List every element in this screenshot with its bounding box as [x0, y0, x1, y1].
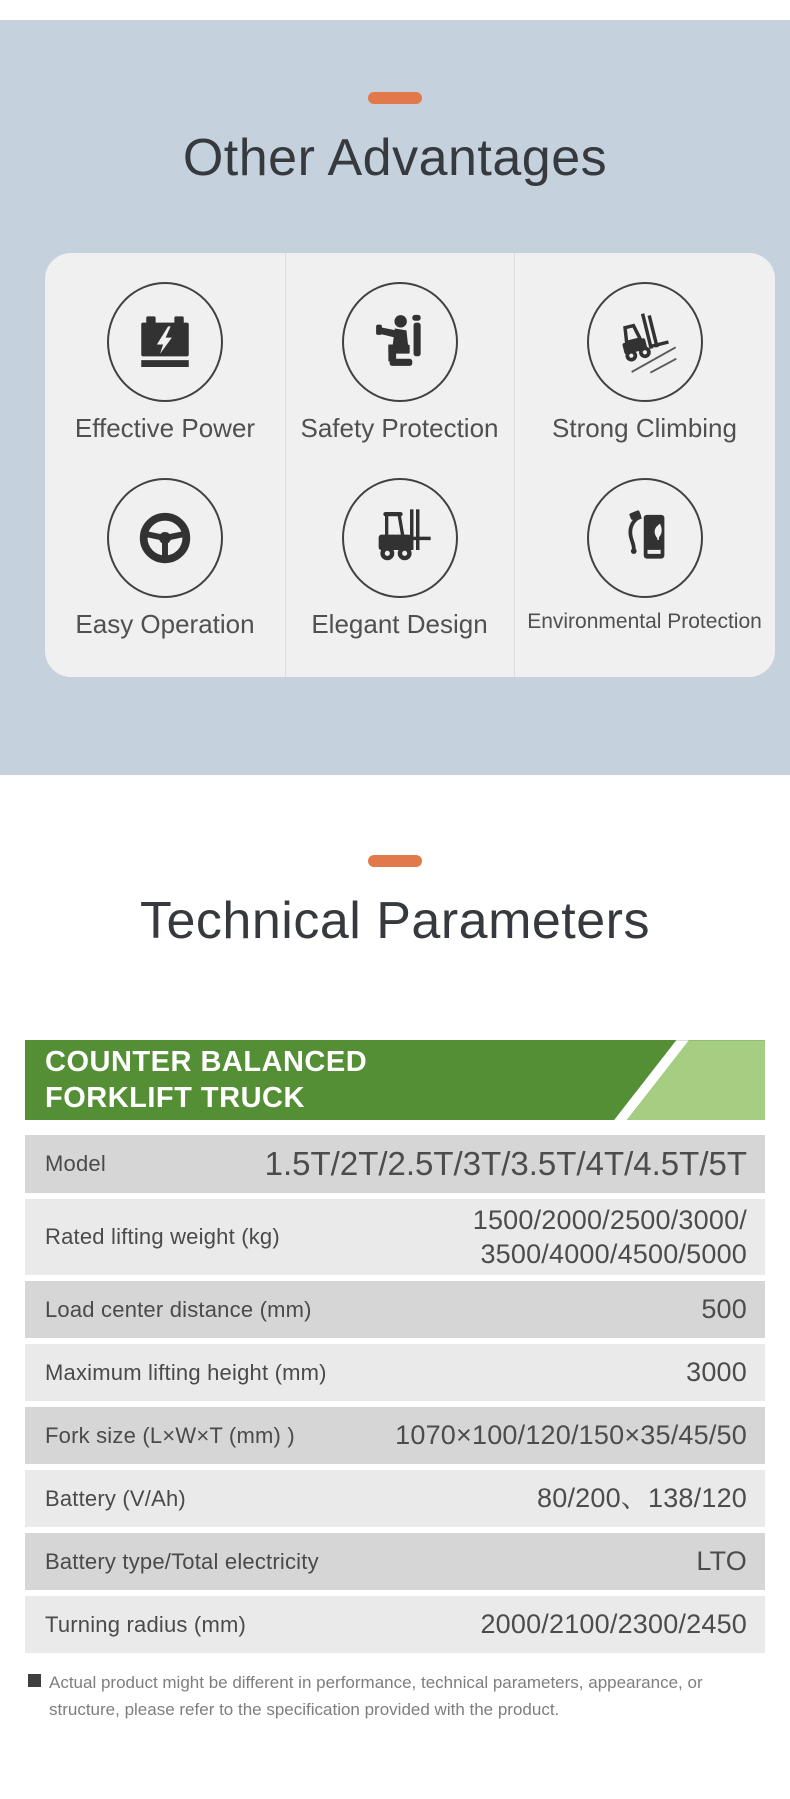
table-row-maximum-lifting-height	[25, 1344, 765, 1401]
top-white-strip	[0, 0, 790, 20]
banner-line-2: FORKLIFT TRUCK	[45, 1082, 305, 1115]
row-label: Load center distance (mm)	[45, 1296, 312, 1322]
other-advantages-section	[0, 20, 790, 775]
advantage-label: Easy Operation	[75, 609, 255, 640]
square-bullet-icon	[28, 1674, 41, 1687]
advantage-label: Effective Power	[74, 413, 256, 444]
row-label: Rated lifting weight (kg)	[45, 1224, 280, 1250]
table-row-rated-lifting-weight	[25, 1199, 765, 1275]
row-value: 80/200、138/120	[537, 1483, 747, 1514]
table-row-turning-radius	[25, 1596, 765, 1653]
eco-charging-station-icon	[587, 478, 703, 598]
column-divider	[285, 253, 286, 677]
advantage-label: Strong Climbing	[552, 413, 737, 444]
column-divider	[514, 253, 515, 677]
table-header-banner	[25, 1040, 765, 1120]
forklift-icon	[342, 478, 458, 598]
row-label: Battery type/Total electricity	[45, 1548, 319, 1574]
climbing-forklift-icon	[587, 282, 703, 402]
technical-parameters-section	[0, 775, 790, 1799]
table-row-load-center-distance	[25, 1281, 765, 1338]
advantages-card	[45, 253, 775, 677]
table-row-battery-type	[25, 1533, 765, 1590]
disclaimer-text: Actual product might be different in performance, technical parameters, appearance, or structure, please refer to the specification provided with the product.	[49, 1673, 703, 1719]
row-value: 2000/2100/2300/2450	[480, 1609, 747, 1640]
advantage-label: Elegant Design	[311, 609, 488, 640]
spec-table	[25, 1135, 765, 1653]
disclaimer	[28, 1670, 768, 1723]
advantages-grid	[45, 282, 775, 640]
steering-wheel-icon	[107, 478, 223, 598]
battery-icon	[107, 282, 223, 402]
banner-text	[25, 1040, 765, 1120]
advantage-item-safety-protection	[285, 282, 514, 444]
row-value: LTO	[696, 1546, 747, 1577]
advantages-title: Other Advantages	[182, 129, 608, 187]
advantage-label: Safety Protection	[300, 413, 499, 444]
banner-line-1: COUNTER BALANCED	[45, 1045, 368, 1078]
row-value: 1.5T/2T/2.5T/3T/3.5T/4T/4.5T/5T	[264, 1145, 747, 1183]
row-label: Model	[45, 1151, 106, 1177]
row-label: Maximum lifting height (mm)	[45, 1359, 327, 1385]
row-label: Fork size (L×W×T (mm) )	[45, 1422, 295, 1448]
advantage-item-effective-power	[45, 282, 285, 444]
advantage-item-easy-operation	[45, 478, 285, 640]
table-row-fork-size	[25, 1407, 765, 1464]
section-accent-dash	[368, 92, 422, 104]
table-row-battery	[25, 1470, 765, 1527]
row-value: 3000	[686, 1357, 747, 1388]
row-value: 1070×100/120/150×35/45/50	[395, 1420, 747, 1451]
advantage-item-elegant-design	[285, 478, 514, 640]
table-row-model	[25, 1135, 765, 1193]
row-value: 1500/2000/2500/3000/ 3500/4000/4500/5000	[472, 1204, 747, 1270]
row-label: Battery (V/Ah)	[45, 1485, 186, 1511]
advantage-item-strong-climbing	[514, 282, 775, 444]
section-accent-dash	[368, 855, 422, 867]
advantage-label: Environmental Protection	[527, 610, 762, 634]
operator-seat-icon	[342, 282, 458, 402]
technical-title: Technical Parameters	[140, 892, 650, 950]
advantage-item-environmental-protection	[514, 478, 775, 640]
row-value: 500	[701, 1294, 747, 1325]
row-label: Turning radius (mm)	[45, 1611, 247, 1637]
